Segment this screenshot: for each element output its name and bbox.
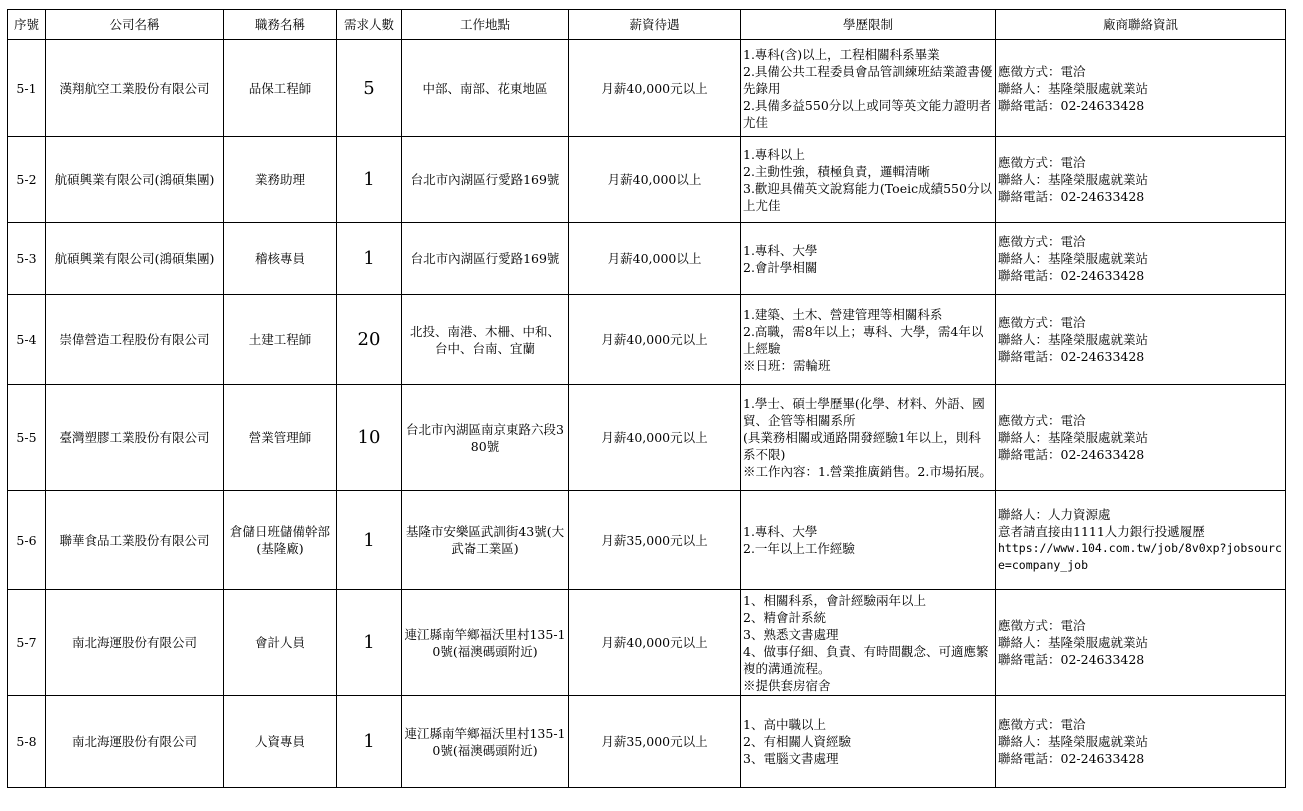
cell-education bbox=[741, 137, 996, 223]
cell-company: 南北海運股份有限公司 bbox=[46, 590, 224, 696]
edu-line: 2.具備公共工程委員會品管訓練班結業證書優先錄用 bbox=[743, 63, 993, 96]
cell-id: 5-3 bbox=[8, 223, 46, 295]
cell-location: 中部、南部、花東地區 bbox=[402, 40, 569, 137]
header-id: 序號 bbox=[8, 10, 46, 40]
header-row bbox=[8, 10, 1286, 40]
job-table bbox=[7, 9, 1286, 788]
cell-count: 1 bbox=[337, 696, 402, 788]
header-salary: 薪資待遇 bbox=[569, 10, 741, 40]
table-row bbox=[8, 385, 1286, 491]
cell-job: 稽核專員 bbox=[224, 223, 337, 295]
cell-education bbox=[741, 590, 996, 696]
cell-location: 台北市內湖區南京東路六段380號 bbox=[402, 385, 569, 491]
edu-line: 2.具備多益550分以上或同等英文能力證明者尤佳 bbox=[743, 97, 992, 130]
cell-salary: 月薪40,000元以上 bbox=[569, 385, 741, 491]
edu-line: 2.高職，需8年以上；專科、大學，需4年以上經驗 bbox=[743, 323, 984, 356]
contact-line: 應徵方式：電洽 bbox=[998, 234, 1086, 249]
header-education: 學歷限制 bbox=[741, 10, 996, 40]
table-row bbox=[8, 696, 1286, 788]
contact-line: 聯絡電話：02-24633428 bbox=[998, 652, 1145, 667]
cell-company: 漢翔航空工業股份有限公司 bbox=[46, 40, 224, 137]
cell-contact bbox=[996, 385, 1286, 491]
cell-id: 5-6 bbox=[8, 491, 46, 590]
edu-line: 1.專科(含)以上，工程相關科系畢業 bbox=[743, 46, 940, 62]
cell-salary: 月薪40,000以上 bbox=[569, 137, 741, 223]
cell-contact bbox=[996, 223, 1286, 295]
cell-contact bbox=[996, 590, 1286, 696]
edu-line: 1、高中職以上 bbox=[743, 717, 826, 732]
contact-line: 聯絡電話：02-24633428 bbox=[998, 97, 1145, 113]
cell-count: 1 bbox=[337, 590, 402, 696]
cell-company: 南北海運股份有限公司 bbox=[46, 696, 224, 788]
contact-line: 聯絡電話：02-24633428 bbox=[998, 189, 1145, 204]
cell-count: 1 bbox=[337, 491, 402, 590]
edu-line: (具業務相關或通路開發經驗1年以上，則科系不限) bbox=[743, 430, 981, 462]
contact-line: 聯絡人：基隆榮服處就業站 bbox=[998, 332, 1149, 347]
cell-count: 20 bbox=[337, 295, 402, 385]
edu-line: 1.專科以上 bbox=[743, 146, 805, 162]
cell-salary: 月薪40,000元以上 bbox=[569, 40, 741, 137]
edu-line: ※日班：需輪班 bbox=[743, 357, 831, 373]
edu-line: 3、熟悉文書處理 bbox=[743, 626, 839, 642]
edu-line: 2、精會計系統 bbox=[743, 609, 826, 625]
cell-company: 臺灣塑膠工業股份有限公司 bbox=[46, 385, 224, 491]
table-row bbox=[8, 223, 1286, 295]
contact-line: 聯絡人：基隆榮服處就業站 bbox=[998, 80, 1149, 96]
cell-job: 營業管理師 bbox=[224, 385, 337, 491]
contact-line: 聯絡人：基隆榮服處就業站 bbox=[998, 734, 1149, 749]
cell-salary: 月薪35,000元以上 bbox=[569, 491, 741, 590]
cell-education bbox=[741, 385, 996, 491]
edu-line: 2.主動性強，積極負責，邏輯清晰 bbox=[743, 163, 930, 179]
cell-count: 1 bbox=[337, 223, 402, 295]
edu-line: 3、電腦文書處理 bbox=[743, 751, 839, 766]
cell-location: 台北市內湖區行愛路169號 bbox=[402, 223, 569, 295]
header-job: 職務名稱 bbox=[224, 10, 337, 40]
cell-job: 品保工程師 bbox=[224, 40, 337, 137]
cell-company: 航碩興業有限公司(鴻碩集團) bbox=[46, 137, 224, 223]
edu-line: 2.會計學相關 bbox=[743, 259, 818, 275]
cell-salary: 月薪40,000元以上 bbox=[569, 590, 741, 696]
cell-count: 5 bbox=[337, 40, 402, 137]
cell-location: 連江縣南竿鄉福沃里村135-10號(福澳碼頭附近) bbox=[402, 590, 569, 696]
cell-location: 基隆市安樂區武訓街43號(大武崙工業區) bbox=[402, 491, 569, 590]
cell-education bbox=[741, 223, 996, 295]
cell-count: 1 bbox=[337, 137, 402, 223]
cell-contact bbox=[996, 137, 1286, 223]
contact-line: 聯絡人：基隆榮服處就業站 bbox=[998, 635, 1149, 650]
cell-id: 5-5 bbox=[8, 385, 46, 491]
edu-line: 1.專科、大學 bbox=[743, 242, 818, 258]
contact-line: 聯絡人：人力資源處 bbox=[998, 507, 1111, 522]
cell-education bbox=[741, 295, 996, 385]
contact-line: 應徵方式：電洽 bbox=[998, 315, 1086, 330]
table-row bbox=[8, 295, 1286, 385]
cell-job: 土建工程師 bbox=[224, 295, 337, 385]
contact-line: 聯絡電話：02-24633428 bbox=[998, 447, 1145, 462]
contact-line: 聯絡電話：02-24633428 bbox=[998, 268, 1145, 283]
edu-line: 4、做事仔細、負責、有時間觀念、可適應繁複的溝通流程。 bbox=[743, 643, 989, 676]
contact-line: 聯絡人：基隆榮服處就業站 bbox=[998, 430, 1149, 445]
cell-contact bbox=[996, 491, 1286, 590]
cell-id: 5-8 bbox=[8, 696, 46, 788]
contact-line: 應徵方式：電洽 bbox=[998, 63, 1086, 79]
contact-line: 聯絡電話：02-24633428 bbox=[998, 349, 1145, 364]
contact-line: 應徵方式：電洽 bbox=[998, 155, 1086, 170]
cell-job: 業務助理 bbox=[224, 137, 337, 223]
contact-line: 意者請直接由1111人力銀行投遞履歷 bbox=[998, 524, 1205, 539]
contact-line: 應徵方式：電洽 bbox=[998, 413, 1086, 428]
cell-education bbox=[741, 40, 996, 137]
cell-job: 人資專員 bbox=[224, 696, 337, 788]
table-row bbox=[8, 137, 1286, 223]
edu-line: 2、有相關人資經驗 bbox=[743, 734, 851, 749]
cell-company: 聯華食品工業股份有限公司 bbox=[46, 491, 224, 590]
edu-line: 1.建築、土木、營建管理等相關科系 bbox=[743, 306, 943, 322]
contact-line: 聯絡電話：02-24633428 bbox=[998, 751, 1145, 766]
cell-education bbox=[741, 491, 996, 590]
table-row bbox=[8, 40, 1286, 137]
edu-line: 2.一年以上工作經驗 bbox=[743, 541, 855, 556]
job-link[interactable]: https://www.104.com.tw/job/8v0xp?jobsource=company_job bbox=[998, 541, 1282, 572]
cell-id: 5-4 bbox=[8, 295, 46, 385]
header-company: 公司名稱 bbox=[46, 10, 224, 40]
header-location: 工作地點 bbox=[402, 10, 569, 40]
cell-contact bbox=[996, 696, 1286, 788]
cell-contact bbox=[996, 40, 1286, 137]
contact-line: 應徵方式：電洽 bbox=[998, 717, 1086, 732]
cell-education bbox=[741, 696, 996, 788]
table-row bbox=[8, 491, 1286, 590]
edu-line: 3.歡迎具備英文說寫能力(Toeic成績550分以上尤佳 bbox=[743, 180, 992, 213]
table-row bbox=[8, 590, 1286, 696]
cell-company: 崇偉營造工程股份有限公司 bbox=[46, 295, 224, 385]
contact-line: 聯絡人：基隆榮服處就業站 bbox=[998, 172, 1149, 187]
cell-salary: 月薪40,000以上 bbox=[569, 223, 741, 295]
edu-line: ※提供套房宿舍 bbox=[743, 677, 831, 693]
header-contact: 廠商聯絡資訊 bbox=[996, 10, 1286, 40]
cell-contact bbox=[996, 295, 1286, 385]
header-count: 需求人數 bbox=[337, 10, 402, 40]
cell-id: 5-2 bbox=[8, 137, 46, 223]
job-listing-sheet bbox=[7, 9, 1286, 788]
edu-line: ※工作內容：1.營業推廣銷售。2.市場拓展。 bbox=[743, 464, 992, 479]
edu-line: 1.專科、大學 bbox=[743, 524, 818, 539]
cell-id: 5-1 bbox=[8, 40, 46, 137]
cell-location: 北投、南港、木柵、中和、台中、台南、宜蘭 bbox=[402, 295, 569, 385]
cell-id: 5-7 bbox=[8, 590, 46, 696]
cell-location: 台北市內湖區行愛路169號 bbox=[402, 137, 569, 223]
cell-job: 會計人員 bbox=[224, 590, 337, 696]
edu-line: 1.學士、碩士學歷畢(化學、材料、外語、國貿、企管等相關系所 bbox=[743, 396, 985, 428]
contact-line: 聯絡人：基隆榮服處就業站 bbox=[998, 251, 1149, 266]
cell-salary: 月薪35,000元以上 bbox=[569, 696, 741, 788]
cell-location: 連江縣南竿鄉福沃里村135-10號(福澳碼頭附近) bbox=[402, 696, 569, 788]
edu-line: 1、相關科系，會計經驗兩年以上 bbox=[743, 592, 926, 608]
cell-job: 倉儲日班儲備幹部(基隆廠) bbox=[224, 491, 337, 590]
contact-line: 應徵方式：電洽 bbox=[998, 618, 1086, 633]
cell-company: 航碩興業有限公司(鴻碩集團) bbox=[46, 223, 224, 295]
cell-salary: 月薪40,000元以上 bbox=[569, 295, 741, 385]
cell-count: 10 bbox=[337, 385, 402, 491]
